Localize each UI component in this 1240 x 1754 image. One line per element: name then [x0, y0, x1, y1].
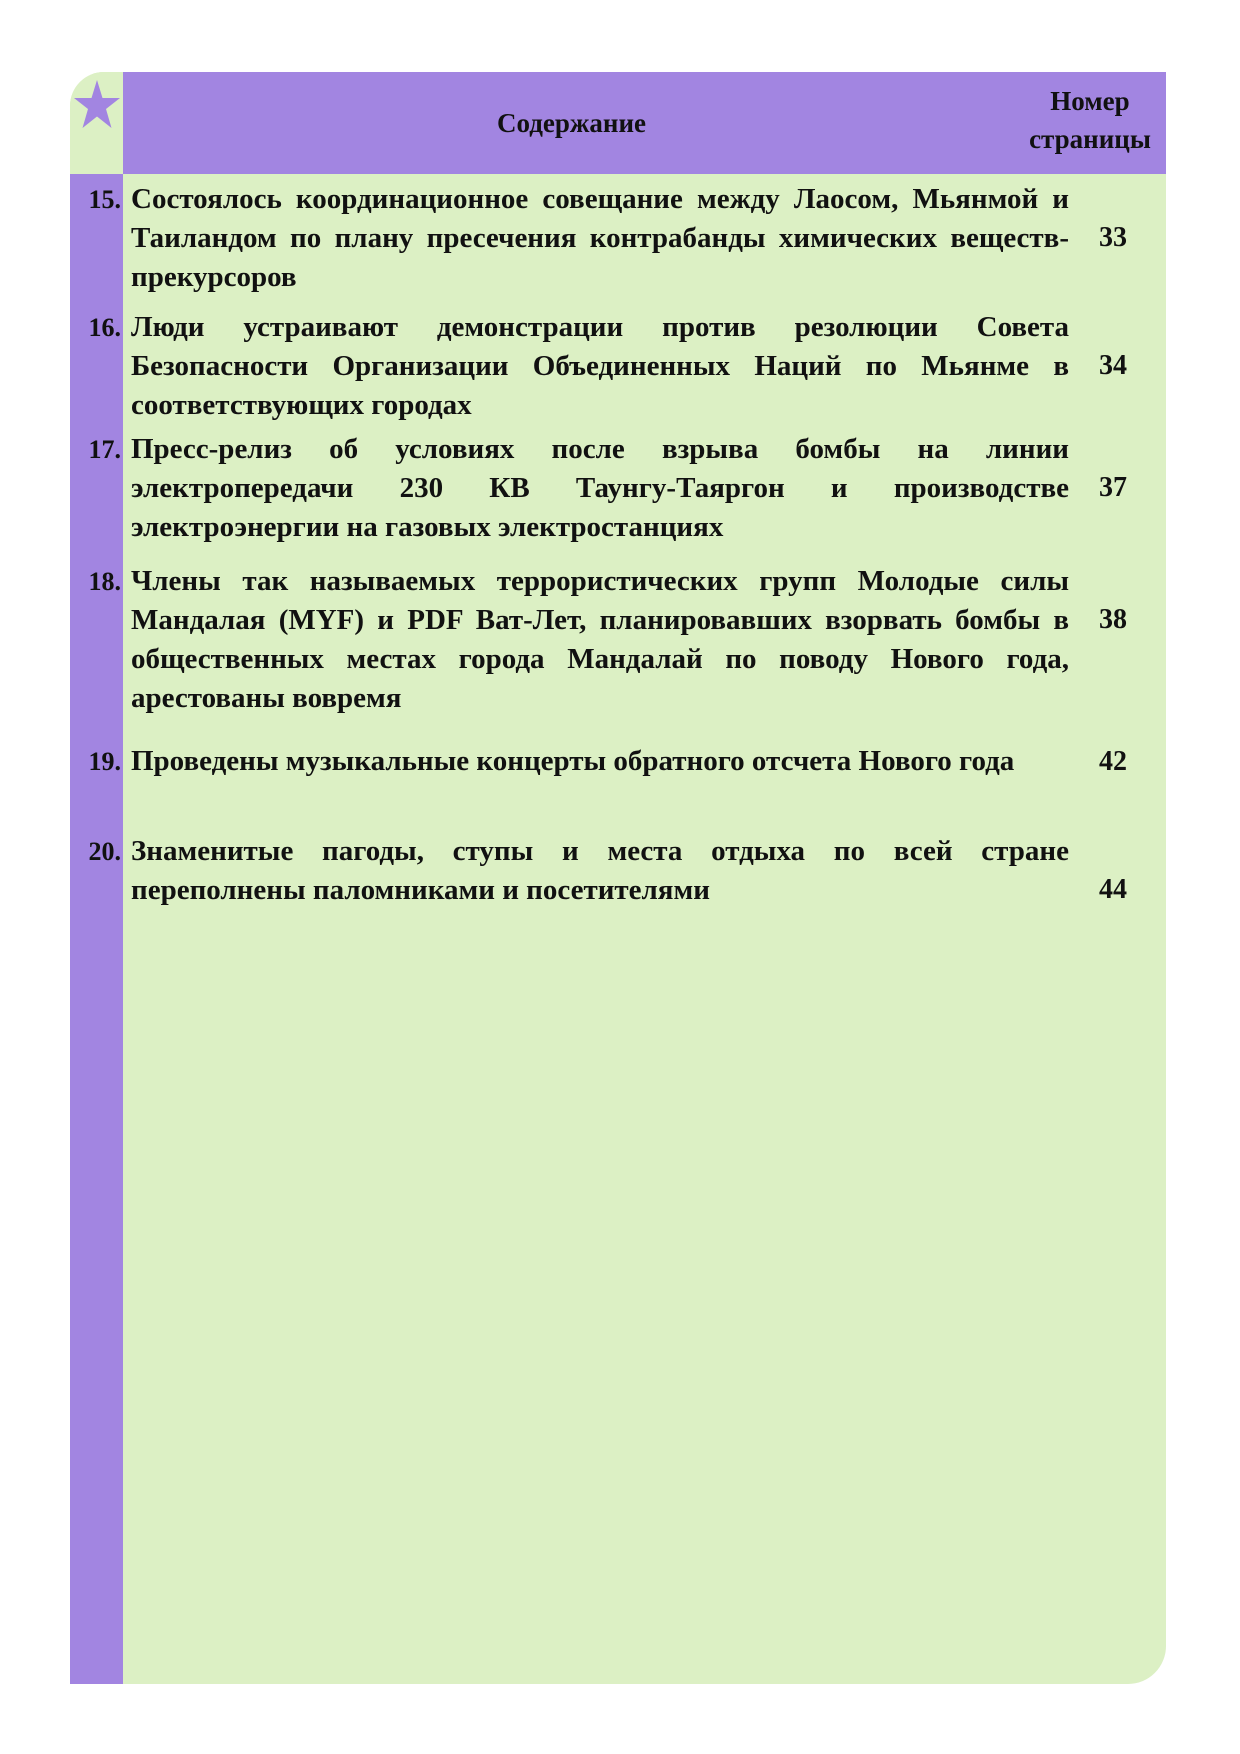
entry-title: Проведены музыкальные концерты обратного отсчета Нового года — [131, 745, 1015, 777]
entry-page-number: 38 — [1099, 604, 1127, 635]
page-number-heading-line1: Номер — [1050, 86, 1130, 116]
contents-heading: Содержание — [496, 108, 647, 138]
entry-number: 17. — [88, 435, 121, 464]
entry-number: 19. — [88, 747, 121, 776]
entry-number: 15. — [88, 185, 121, 214]
entry-page-number: 33 — [1099, 222, 1127, 253]
entry-title: Состоялось координационное совещание между Лаосом, Мьянмой и Таиландом по плану пресечения контрабанды химических веществ-прекурсоров — [131, 183, 1069, 293]
entry-title: Члены так называемых террористических групп Молодые силы Мандалая (MYF) и PDF Ват-Лет, планировавших взорвать бомбы в общественных местах города Мандалай по поводу Нового года, арестованы вовремя — [131, 565, 1069, 714]
entry-page-number: 44 — [1099, 874, 1127, 905]
entry-page-number: 34 — [1099, 350, 1127, 381]
entry-title: Пресс-релиз об условиях после взрыва бомбы на линии электропередачи 230 КВ Таунгу-Таяргон и производстве электроэнергии на газовых электростанциях — [131, 433, 1069, 543]
entry-page-number: 42 — [1099, 746, 1127, 777]
page-number-heading-line2: страницы — [1029, 124, 1151, 154]
entry-number: 18. — [88, 567, 121, 596]
entry-title: Знаменитые пагоды, ступы и места отдыха по всей стране переполнены паломниками и посетителями — [131, 835, 1069, 906]
entry-page-number: 37 — [1099, 472, 1127, 503]
entries-list — [70, 72, 1166, 1684]
entry-number: 16. — [88, 313, 121, 342]
entry-number: 20. — [88, 837, 121, 866]
table-of-contents — [70, 72, 1166, 1684]
entry-title: Люди устраивают демонстрации против резолюции Совета Безопасности Организации Объединенных Наций по Мьянме в соответствующих городах — [131, 311, 1069, 421]
